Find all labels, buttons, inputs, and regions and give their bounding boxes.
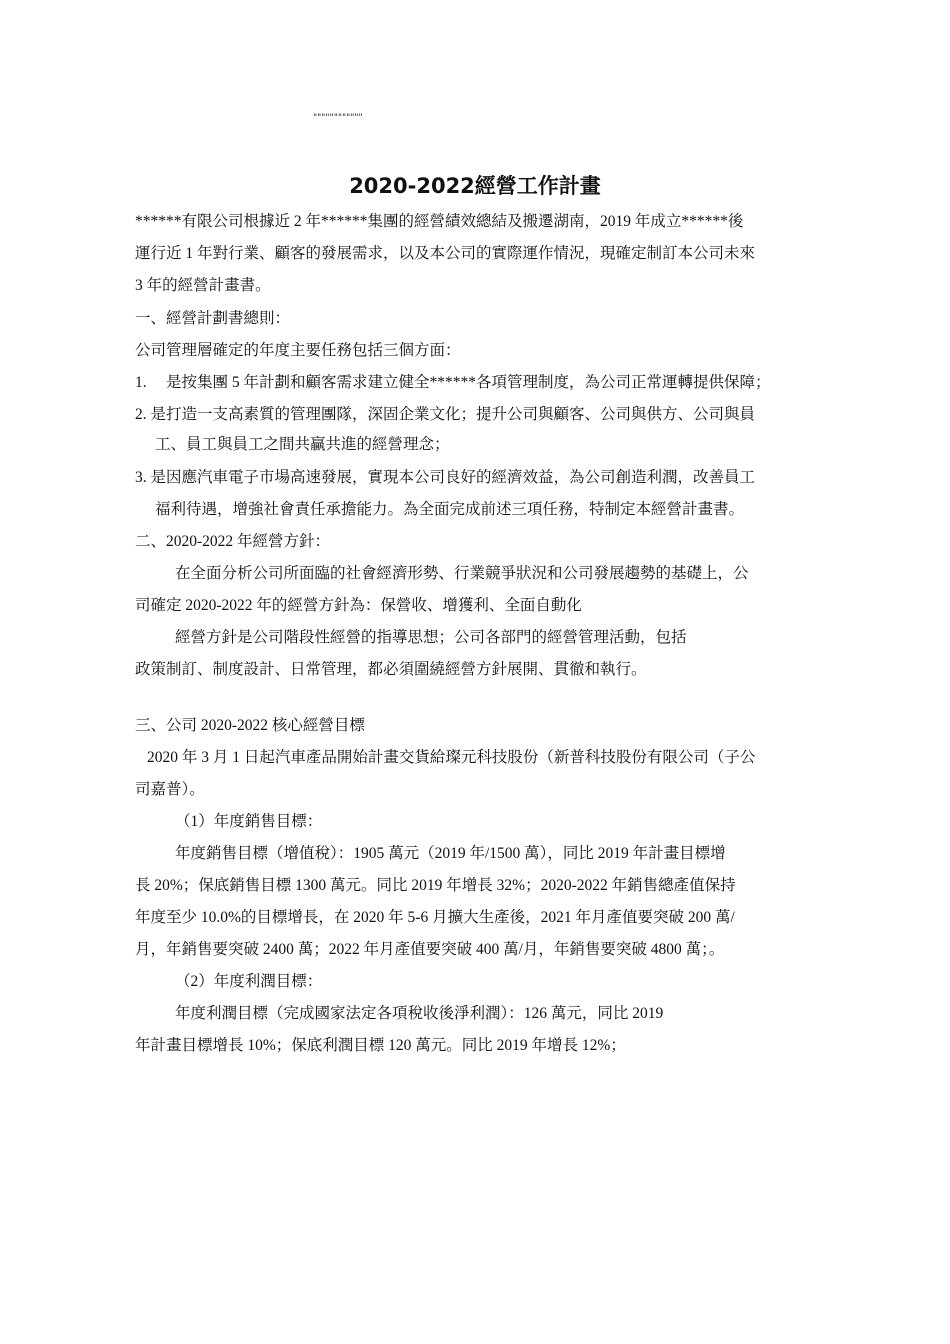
paragraph-line: 司確定 2020-2022 年的經營方針為：保營收、增獲利、全面自動化 [135,597,582,614]
intro-line-1: ******有限公司根據近 2 年******集團的經營績效總結及搬遷湖南，2019 年成立******後 [135,213,744,230]
paragraph-line: 長 20%；保底銷售目標 1300 萬元。同比 2019 年增長 32%；2020-2022 年銷售總產值保持 [135,877,736,894]
section-heading-2: 二、2020-2022 年經營方針： [135,533,331,550]
subheading-sales: （1）年度銷售目標： [175,813,323,830]
paragraph-line: 年計畫目標增長 10%；保底利潤目標 120 萬元。同比 2019 年增長 12%； [135,1037,626,1054]
paragraph-line: 在全面分析公司所面臨的社會經濟形勢、行業競爭狀況和公司發展趨勢的基礎上，公 [175,565,749,582]
list-item-1: 1. 是按集團 5 年計劃和顧客需求建立健全******各項管理制度，為公司正常運轉提供保障； [135,374,771,391]
paragraph-line: 政策制訂、制度設計、日常管理，都必須圍繞經營方針展開、貫徹和執行。 [135,661,647,678]
paragraph-line: 月，年銷售要突破 2400 萬；2022 年月產值要突破 400 萬/月，年銷售要突破 4800 萬；。 [135,941,725,958]
subheading-profit: （2）年度利潤目標： [175,973,323,990]
header-mark: """""""""""" [313,113,363,123]
intro-line-2: 運行近 1 年對行業、顧客的發展需求，以及本公司的實際運作情況，現確定制訂本公司未來 [135,245,756,262]
paragraph-line: 年度利潤目標（完成國家法定各項稅收後淨利潤）：126 萬元，同比 2019 [175,1005,664,1022]
intro-line-3: 3 年的經營計畫書。 [135,277,271,294]
paragraph-line: 年度銷售目標（增值稅）：1905 萬元（2019 年/1500 萬），同比 2019 年計畫目標增 [175,845,726,862]
section-heading-1: 一、經營計劃書總則： [135,310,291,327]
paragraph-line: 公司管理層確定的年度主要任務包括三個方面： [135,342,461,359]
paragraph-line: 年度至少 10.0%的目標增長，在 2020 年 5-6 月擴大生產後，2021 年月產值要突破 200 萬/ [135,909,735,926]
paragraph-line: 司嘉普）。 [135,781,205,798]
paragraph-line: 經營方針是公司階段性經營的指導思想；公司各部門的經營管理活動，包括 [175,629,687,646]
document-title: 2020-2022經營工作計畫 [349,174,601,198]
list-item-3-cont: 福利待遇，增強社會責任承擔能力。為全面完成前述三項任務，特制定本經營計畫書。 [155,501,745,518]
list-item-2: 2. 是打造一支高素質的管理團隊，深固企業文化；提升公司與顧客、公司與供方、公司與員 [135,406,756,423]
paragraph-line: 2020 年 3 月 1 日起汽車產品開始計畫交貨給璨元科技股份（新普科技股份有限公司（子公 [147,749,756,766]
list-item-3: 3. 是因應汽車電子市場高速發展，實現本公司良好的經濟效益，為公司創造利潤，改善員工 [135,469,756,486]
section-heading-3: 三、公司 2020-2022 核心經營目標 [135,717,365,734]
list-item-2-cont: 工、員工與員工之間共贏共進的經營理念； [155,436,450,453]
